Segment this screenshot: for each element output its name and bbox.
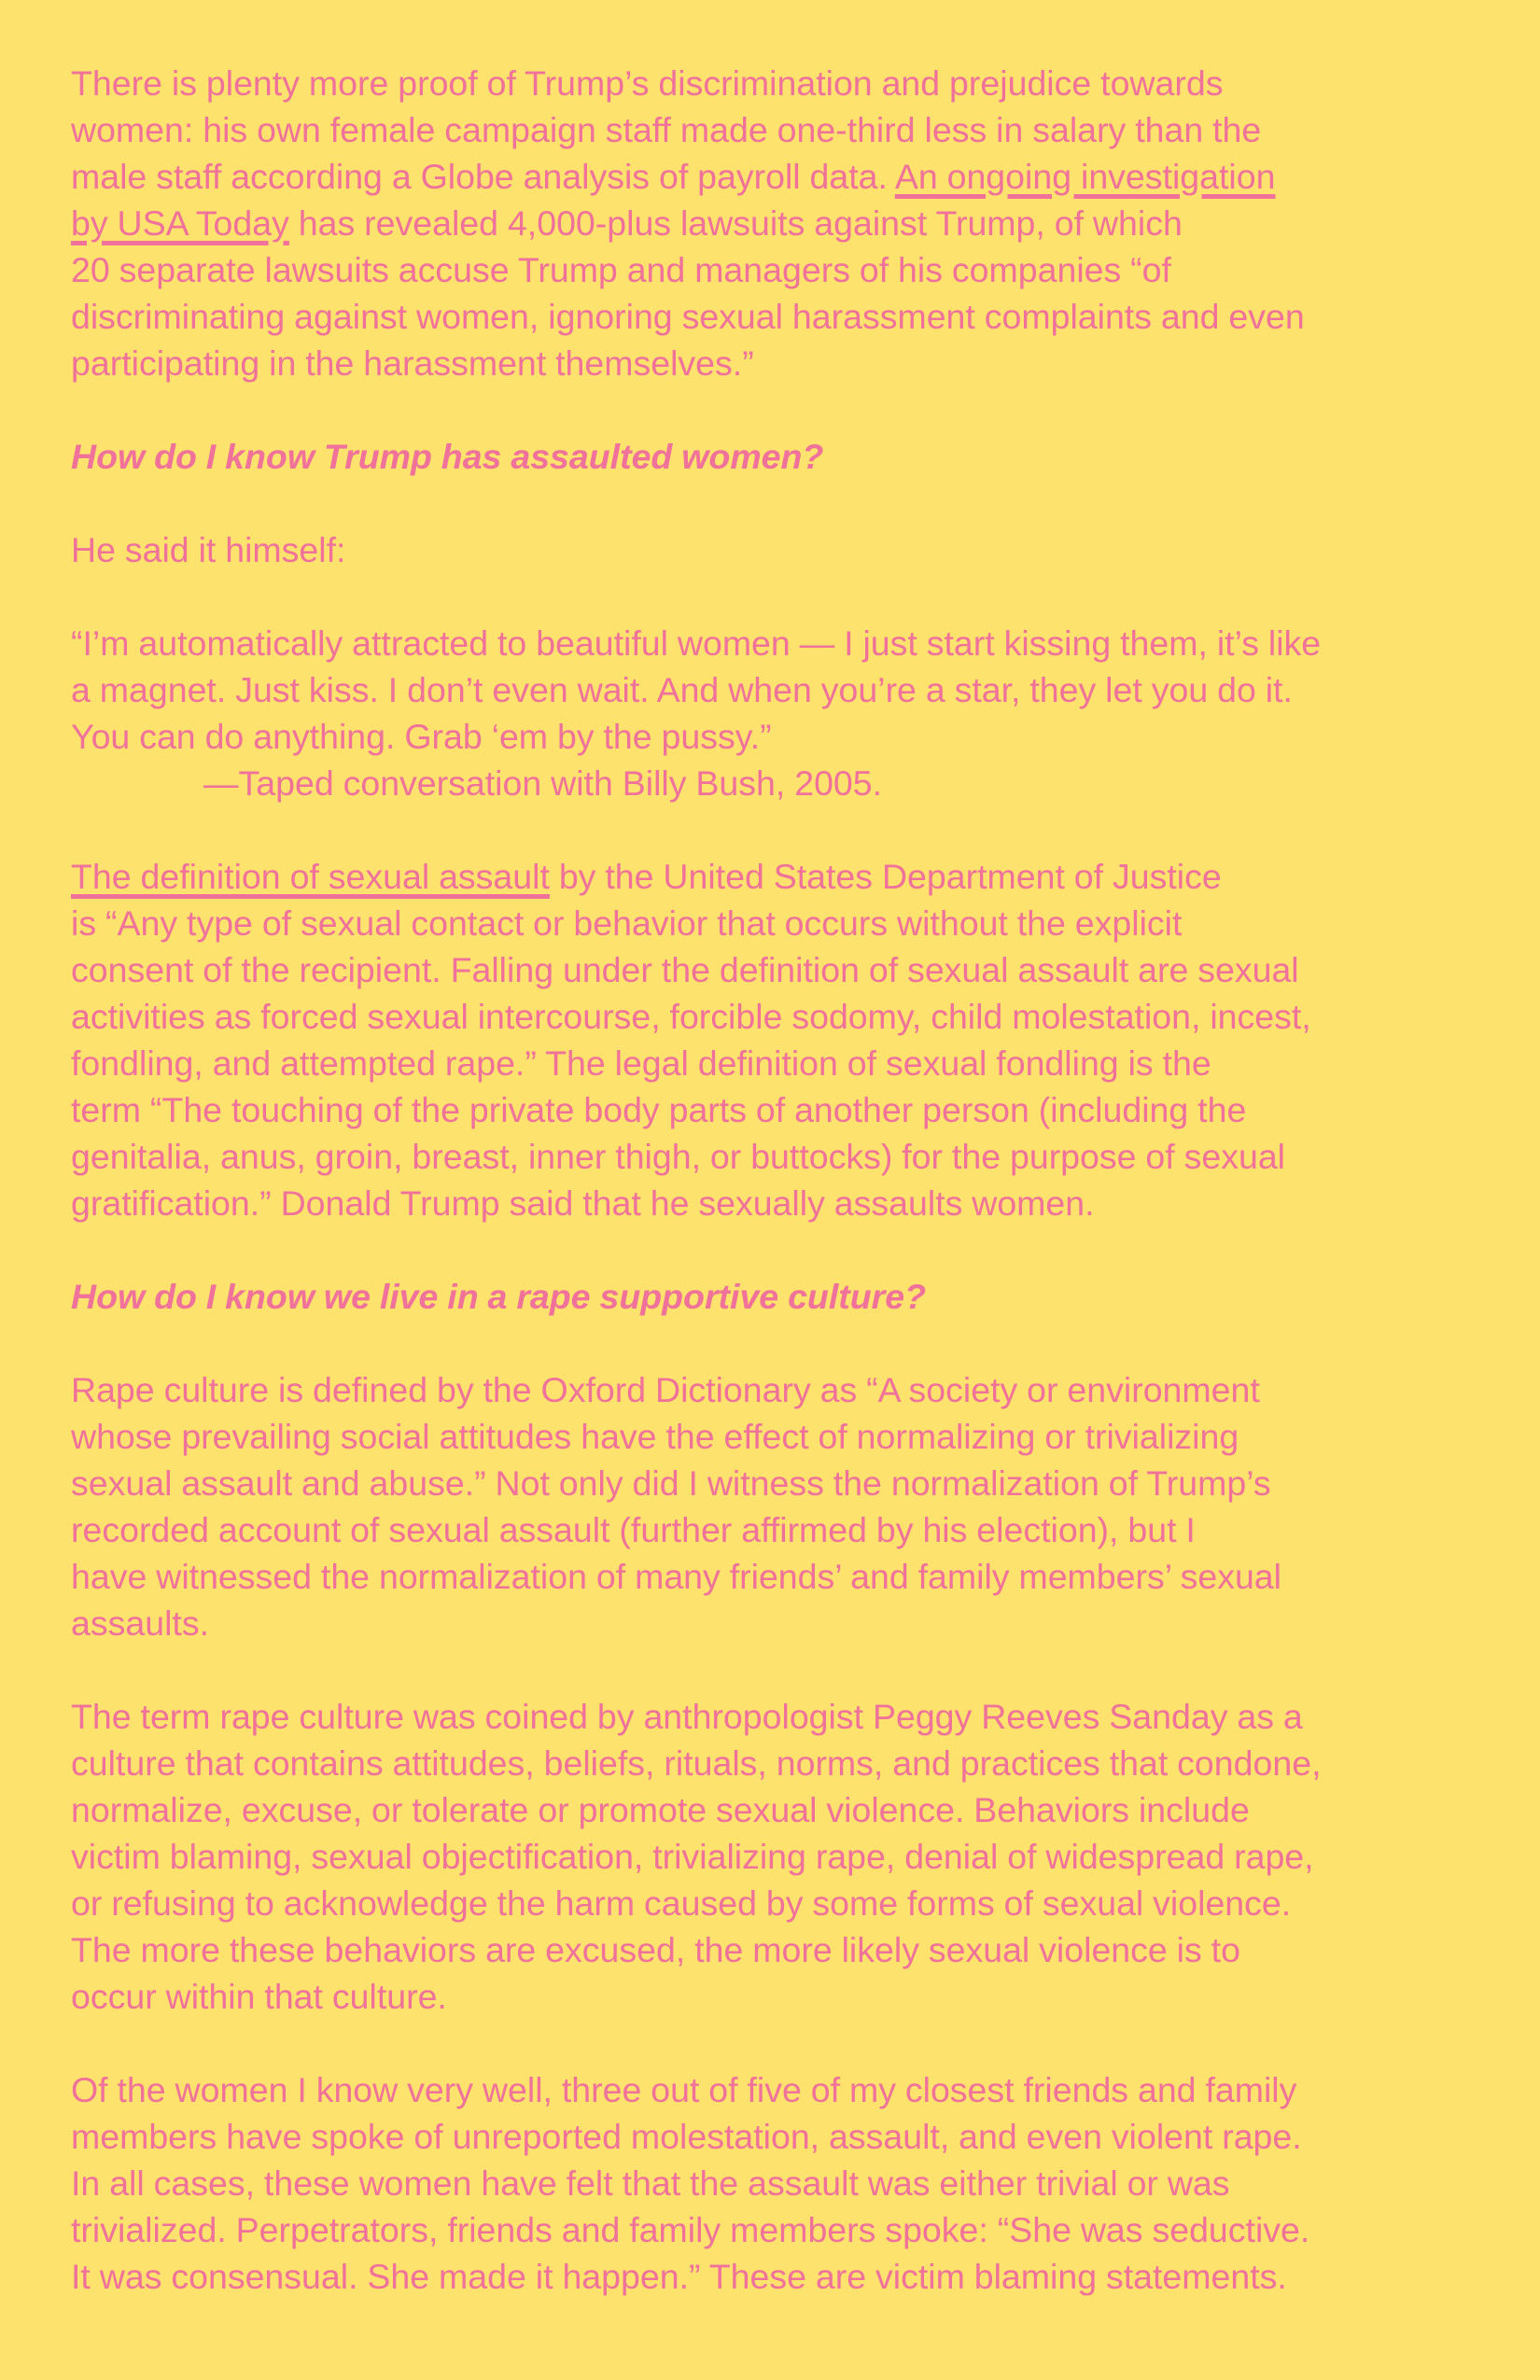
text-line: trivialized. Perpetrators, friends and family members spoke: “She was seductive. [71, 2210, 1310, 2249]
text-line: In all cases, these women have felt that the assault was either trivial or was [71, 2163, 1230, 2203]
usa-today-investigation-link-continued[interactable]: by USA Today [71, 203, 289, 243]
text-line: normalize, excuse, or tolerate or promote sexual violence. Behaviors include [71, 1790, 1250, 1829]
text-line: 20 separate lawsuits accuse Trump and managers of his companies “of [71, 250, 1171, 289]
text-line: gratification.” Donald Trump said that he sexually assaults women. [71, 1183, 1095, 1223]
text-line: occur within that culture. [71, 1977, 447, 2016]
paragraph-spacer [71, 1320, 1480, 1366]
text-line [71, 200, 1480, 246]
paragraph-oxford-definition [71, 1366, 1480, 1646]
text-line: Of the women I know very well, three out of five of my closest friends and family [71, 2070, 1297, 2109]
text-line: recorded account of sexual assault (further affirmed by his election), but I [71, 1510, 1196, 1549]
paragraph-personal-accounts [71, 2066, 1480, 2300]
paragraph-spacer [71, 386, 1480, 433]
quote-line: “I’m automatically attracted to beautiful women — I just start kissing them, it’s like [71, 623, 1322, 663]
paragraph-spacer [71, 573, 1480, 620]
sexual-assault-definition-link[interactable]: The definition of sexual assault [71, 857, 550, 896]
text-line: members have spoke of unreported molestation, assault, and even violent rape. [71, 2117, 1302, 2156]
text-line: term “The touching of the private body parts of another person (including the [71, 1090, 1247, 1129]
paragraph-spacer [71, 2020, 1480, 2066]
text-line [71, 153, 1480, 200]
text-line [71, 853, 1480, 900]
paragraph-spacer [71, 480, 1480, 526]
paragraph-sanday-term [71, 1693, 1480, 2020]
text-line: fondling, and attempted rape.” The legal definition of sexual fondling is the [71, 1043, 1211, 1083]
text-line: or refusing to acknowledge the harm caused by some forms of sexual violence. [71, 1883, 1292, 1923]
quote-block [71, 620, 1480, 806]
text-line: The term rape culture was coined by anthropologist Peggy Reeves Sanday as a [71, 1697, 1303, 1736]
paragraph-spacer [71, 1226, 1480, 1273]
text-line: genitalia, anus, groin, breast, inner thigh, or buttocks) for the purpose of sexual [71, 1137, 1286, 1176]
text-line: assaults. [71, 1603, 209, 1643]
text-line: activities as forced sexual intercourse, forcible sodomy, child molestation, incest, [71, 997, 1311, 1036]
text-line: It was consensual. She made it happen.” These are victim blaming statements. [71, 2257, 1287, 2296]
text-line: have witnessed the normalization of many friends’ and family members’ sexual [71, 1557, 1281, 1596]
paragraph-spacer [71, 806, 1480, 853]
paragraph-said-himself [71, 526, 1480, 573]
text-line: women: his own female campaign staff made one-third less in salary than the [71, 110, 1262, 149]
text-line: Rape culture is defined by the Oxford Dictionary as “A society or environment [71, 1370, 1260, 1409]
paragraph-discrimination [71, 60, 1480, 386]
text-line: whose prevailing social attitudes have the effect of normalizing or trivializing [71, 1417, 1239, 1456]
text-line: He said it himself: [71, 530, 346, 569]
section-heading-assault: How do I know Trump has assaulted women? [71, 437, 824, 476]
text-line: The more these behaviors are excused, the more likely sexual violence is to [71, 1930, 1240, 1969]
quote-line: a magnet. Just kiss. I don’t even wait. And when you’re a star, they let you do it. [71, 670, 1293, 709]
quote-attribution: —Taped conversation with Billy Bush, 2005. [203, 763, 883, 803]
text-line: is “Any type of sexual contact or behavior that occurs without the explicit [71, 903, 1183, 943]
paragraph-definition [71, 853, 1480, 1226]
text-line: participating in the harassment themselves.” [71, 343, 754, 383]
usa-today-investigation-link[interactable]: An ongoing investigation [894, 157, 1276, 196]
text-segment: has revealed 4,000-plus lawsuits against Trump, of which [288, 203, 1183, 243]
text-line: sexual assault and abuse.” Not only did I witness the normalization of Trump’s [71, 1463, 1271, 1503]
text-line: discriminating against women, ignoring sexual harassment complaints and even [71, 297, 1305, 336]
quote-line: You can do anything. Grab ‘em by the pussy.” [71, 717, 772, 756]
text-line: There is plenty more proof of Trump’s discrimination and prejudice towards [71, 63, 1224, 103]
text-segment: by the United States Department of Justice [549, 857, 1222, 896]
text-segment: male staff according a Globe analysis of payroll data. [71, 157, 895, 196]
text-line: culture that contains attitudes, beliefs, rituals, norms, and practices that condone, [71, 1743, 1322, 1783]
text-line: consent of the recipient. Falling under the definition of sexual assault are sexual [71, 950, 1299, 989]
text-line: victim blaming, sexual objectification, trivializing rape, denial of widespread rape, [71, 1837, 1314, 1876]
paragraph-spacer [71, 1646, 1480, 1693]
section-heading-rape-culture: How do I know we live in a rape supportive culture? [71, 1277, 927, 1316]
article-body [71, 60, 1480, 2300]
